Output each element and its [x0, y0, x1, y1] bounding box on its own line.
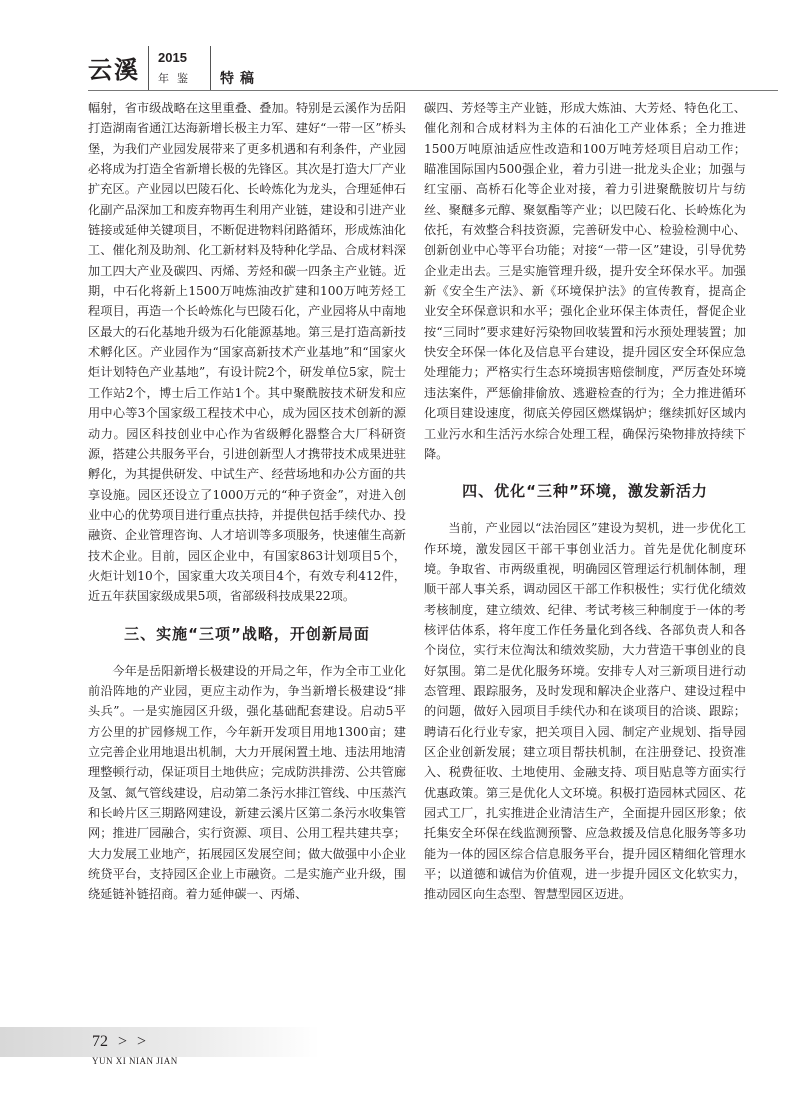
- header-divider: [210, 46, 211, 90]
- header-divider: [148, 46, 149, 90]
- paragraph: 幅射，省市级战略在这里重叠、叠加。特别是云溪作为岳阳打造湖南省通江达海新增长极主力军、建好“一带一区”桥头堡，为我们产业园发展带来了更多机遇和有利条件，产业园必将成为打造全省新增长极的先锋区。其次是打造大厂产业扩充区。产业园以巴陵石化、长岭炼化为龙头，合理延伸石化副产品深加工和废弃物再生利用产业链，建设和引进产业链接或延伸关键项目，不断促进物料闭路循环，形成炼油化工、催化剂及助剂、化工新材料及特种化学品、合成材料深加工四大产业及碳四、丙烯、芳烃和碳一四条主产业链。近期，中石化将新上1500万吨炼油改扩建和100万吨芳烃工程项目，再造一个长岭炼化与巴陵石化，产业园将从中南地区最大的石化基地升级为石化能源基地。第三是打造高新技术孵化区。产业园作为“国家高新技术产业基地”和“国家火炬计划特色产业基地”，有设计院2个，研发单位5家，院士工作站2个，博士后工作站1个。其中聚酰胺技术研发和应用中心等3个国家级工程技术中心，成为园区技术创新的源动力。园区科技创业中心作为省级孵化器整合大厂科研资源，搭建公共服务平台，引进创新型人才携带技术成果进驻孵化，为其提供研发、中试生产、经营场地和办公方面的共享设施。园区还设立了1000万元的“种子资金”，对进入创业中心的优势项目进行重点扶持，并提供包括手续代办、投融资、企业管理咨询、人才培训等多项服务，快速催生高新技术企业。目前，园区企业中，有国家863计划项目5个，火炬计划10个，国家重大攻关项目4个，有效专利412件，近五年获国家级成果5项，省部级科技成果22项。: [88, 101, 406, 604]
- page-footer: [0, 1019, 805, 1099]
- brand-title: 云溪: [88, 55, 140, 84]
- section-heading: 三、实施“三项”战略，开创新局面: [124, 624, 370, 643]
- header-section: 特稿: [220, 71, 260, 87]
- right-column: [424, 98, 746, 905]
- paragraph: 今年是岳阳新增长极建设的开局之年，作为全市工业化前沿阵地的产业园，更应主动作为，争当新增长极建设“排头兵”。一是实施园区升级，强化基础配套建设。启动5平方公里的扩园修规工作，今年新开发项目用地1300亩；建立完善企业用地退出机制，大力开展闲置土地、违法用地清理整顿行动，保证项目土地供应；完成防洪排涝、公共管廊及氢、氮气管线建设，启动第二条污水排江管线、中压蒸汽和长岭片区三期路网建设，新建云溪片区第二条污水收集管网；推进厂园融合，实行资源、项目、公用工程共建共享；大力发展工业地产，拓展园区发展空间；做大做强中小企业统贷平台，支持园区企业上市融资。二是实施产业升级，围绕延链补链招商。着力延伸碳一、丙烯、: [88, 663, 406, 902]
- left-column: [88, 98, 406, 905]
- header-rule: [88, 90, 778, 91]
- header-yearbook: 年鉴: [158, 72, 196, 85]
- footer-bar: [0, 1027, 320, 1057]
- section-heading: 四、优化“三种”环境，激发新活力: [462, 482, 708, 501]
- page-header: [88, 30, 778, 90]
- page-number: 72: [92, 1033, 108, 1050]
- chevron-right-icon: > >: [118, 1033, 150, 1050]
- header-year: 2015: [158, 50, 187, 65]
- footer-latin-title: YUN XI NIAN JIAN: [92, 1056, 178, 1066]
- paragraph: 当前，产业园以“法治园区”建设为契机，进一步优化工作环境，激发园区干部干事创业活力。首先是优化制度环境。争取省、市两级重视，明确园区管理运行机制体制，理顺干部人事关系，调动园区干部工作积极性；实行优化绩效考核制度，建立绩效、纪律、考试考核三种制度于一体的考核评估体系，将年度工作任务量化到各线、各部负责人和各个岗位，实行末位淘汰和绩效奖励，大力营造干事创业的良好氛围。第二是优化服务环境。安排专人对三新项目进行动态管理、跟踪服务，及时发现和解决企业落户、建设过程中的问题，做好入园项目手续代办和在谈项目的洽谈、跟踪；聘请石化行业专家，把关项目入园、制定产业规划、指导园区企业创新发展；建立项目帮扶机制，在注册登记、投资准入、税费征收、土地使用、金融支持、项目贴息等方面实行优惠政策。第三是优化人文环境。积极打造园林式园区、花园式工厂，扎实推进企业清洁生产，全面提升园区形象；依托集安全环保在线监测预警、应急救援及信息化服务等多功能为一体的园区综合信息服务平台，提升园区精细化管理水平；以道德和诚信为价值观，进一步提升园区文化软实力，推动园区向生态型、智慧型园区迈进。: [424, 521, 746, 902]
- paragraph: 碳四、芳烃等主产业链，形成大炼油、大芳烃、特色化工、催化剂和合成材料为主体的石油化工产业体系；全力推进1500万吨原油适应性改造和100万吨芳烃项目启动工作；瞄准国际国内500强企业，着力引进一批龙头企业；加强与红宝丽、高桥石化等企业对接，着力引进聚酰胺切片与纺丝、聚醚多元醇、聚氨酯等产业；以巴陵石化、长岭炼化为依托，有效整合科技资源，完善研发中心、检验检测中心、创新创业中心等平台功能；对接“一带一区”建设，引导优势企业走出去。三是实施管理升级，提升安全环保水平。加强新《安全生产法》、新《环境保护法》的宣传教育，提高企业安全环保意识和水平；强化企业环保主体责任，督促企业按“三同时”要求建好污染物回收装置和污水预处理装置；加快安全环保一体化及信息平台建设，提升园区安全环保应急处理能力；严格实行生态环境损害赔偿制度，严厉查处环境违法案件，严惩偷排偷放、逃避检查的行为；全力推进循环化项目建设速度，彻底关停园区燃煤锅炉；继续抓好区域内工业污水和生活污水综合处理工程，确保污染物排放持续下降。: [424, 101, 746, 461]
